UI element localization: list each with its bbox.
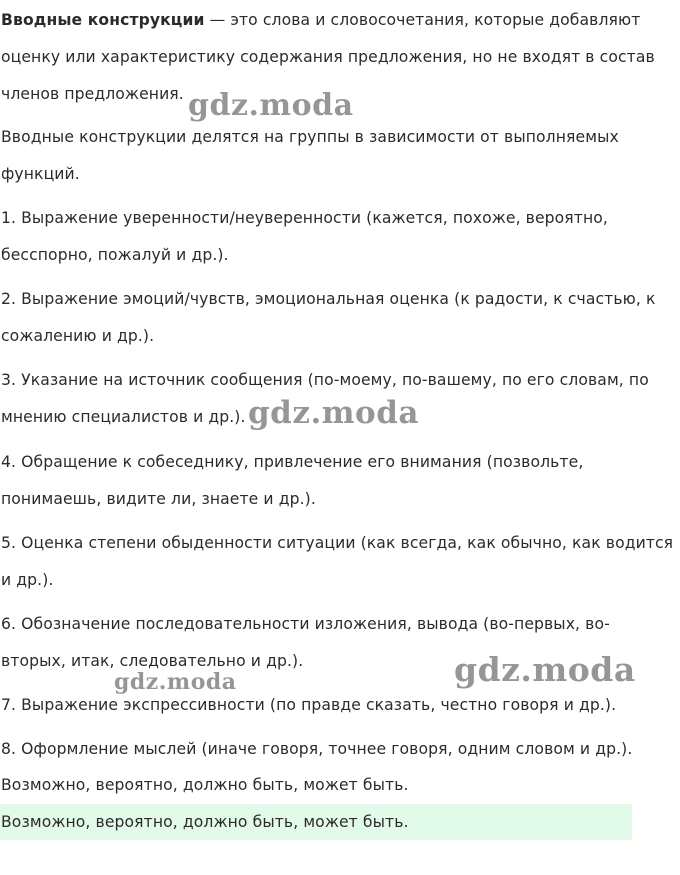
definition-text: — это слова и словосочетания, которые добавляют оценку или характеристику содержания предложения, но не входят в состав членов предложения. [1, 11, 655, 103]
list-item: 5. Оценка степени обыденности ситуации (как всегда, как обычно, как водится и др.). [1, 534, 674, 589]
list-item: 8. Оформление мыслей (иначе говоря, точнее говоря, одним словом и др.). [1, 740, 633, 758]
answer-highlight-box [0, 804, 632, 840]
watermark: gdz.moda [248, 395, 419, 431]
watermark: gdz.moda [114, 669, 237, 695]
definition-paragraph [1, 2, 673, 113]
list-item: 1. Выражение уверенности/неуверенности (кажется, похоже, вероятно, бесспорно, пожалуй и др.). [1, 209, 608, 264]
list-item: 7. Выражение экспрессивности (по правде сказать, честно говоря и др.). [1, 696, 617, 714]
answer-text: Возможно, вероятно, должно быть, может быть. [1, 776, 409, 794]
watermark: gdz.moda [188, 88, 354, 123]
definition-term: Вводные конструкции [1, 11, 205, 29]
groups-intro: Вводные конструкции делятся на группы в зависимости от выполняемых функций. [1, 128, 619, 183]
list-item: 3. Указание на источник сообщения (по-моему, по-вашему, по его словам, по мнению специалистов и др.). [1, 371, 649, 426]
list-item: 4. Обращение к собеседнику, привлечение его внимания (позвольте, понимаешь, видите ли, знаете и др.). [1, 453, 584, 508]
list-item: 6. Обозначение последовательности изложения, вывода (во-первых, во-вторых, итак, следовательно и др.). [1, 615, 610, 670]
list-item: 2. Выражение эмоций/чувств, эмоциональная оценка (к радости, к счастью, к сожалению и др.). [1, 290, 656, 345]
watermark: gdz.moda [454, 650, 636, 689]
answer-highlighted-text: Возможно, вероятно, должно быть, может быть. [1, 813, 409, 831]
